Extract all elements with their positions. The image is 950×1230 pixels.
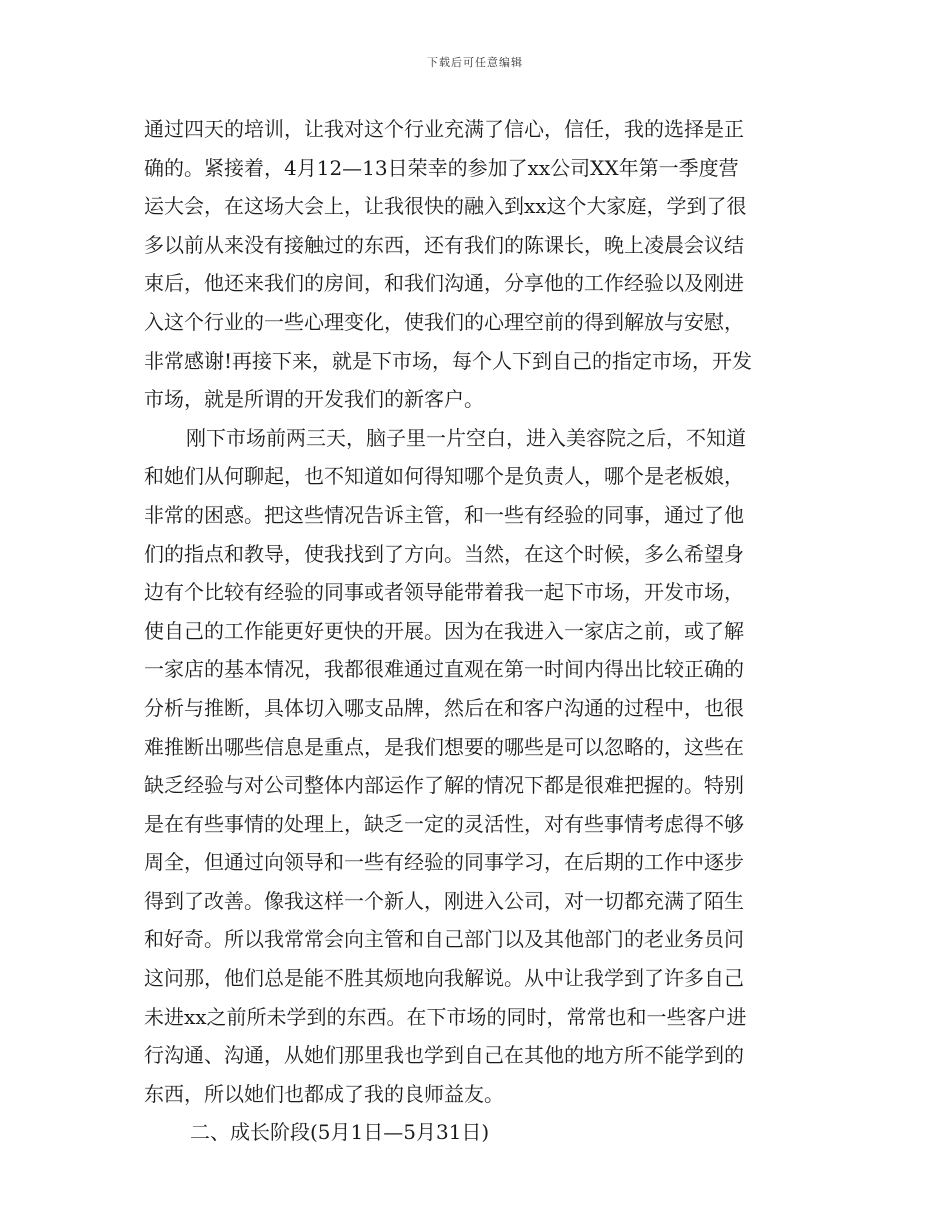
text-line: 入这个行业的一些心理变化，使我们的心理空前的得到解放与安慰， bbox=[144, 309, 744, 334]
text-line: 使自己的工作能更好更快的开展。因为在我进入一家店之前，或了解 bbox=[144, 618, 744, 643]
text-line: 分析与推断，具体切入哪支品牌，然后在和客户沟通的过程中，也很 bbox=[144, 695, 744, 720]
text-line: 非常的困惑。把这些情况告诉主管，和一些有经验的同事，通过了他 bbox=[144, 502, 744, 527]
text-line: 难推断出哪些信息是重点，是我们想要的哪些是可以忽略的，这些在 bbox=[144, 734, 744, 759]
text-line: 们的指点和教导，使我找到了方向。当然，在这个时候，多么希望身 bbox=[144, 541, 744, 566]
document-body bbox=[144, 110, 814, 1152]
text-line: 缺乏经验与对公司整体内部运作了解的情况下都是很难把握的。特别 bbox=[144, 773, 744, 798]
text-line: 是在有些事情的处理上，缺乏一定的灵活性，对有些事情考虑得不够 bbox=[144, 811, 744, 836]
text-line: 一家店的基本情况，我都很难通过直观在第一时间内得出比较正确的 bbox=[144, 657, 744, 682]
text-line: 这问那，他们总是能不胜其烦地向我解说。从中让我学到了许多自己 bbox=[144, 966, 744, 991]
text-line: 市场，就是所谓的开发我们的新客户。 bbox=[144, 387, 484, 412]
text-line: 束后，他还来我们的房间，和我们沟通，分享他的工作经验以及刚进 bbox=[144, 271, 744, 296]
paragraph-first-line: 刚下市场前两三天，脑子里一片空白，进入美容院之后，不知道 bbox=[186, 425, 746, 450]
text-line: 和好奇。所以我常常会向主管和自己部门以及其他部门的老业务员问 bbox=[144, 927, 744, 952]
text-line: 未进xx之前所未学到的东西。在下市场的同时，常常也和一些客户进 bbox=[144, 1004, 747, 1029]
text-line: 非常感谢!再接下来，就是下市场，每个人下到自己的指定市场，开发 bbox=[144, 348, 753, 373]
text-line: 和她们从何聊起，也不知道如何得知哪个是负责人，哪个是老板娘， bbox=[144, 464, 744, 489]
text-line: 边有个比较有经验的同事或者领导能带着我一起下市场，开发市场， bbox=[144, 580, 744, 605]
text-line: 周全，但通过向领导和一些有经验的同事学习，在后期的工作中逐步 bbox=[144, 850, 744, 875]
text-line: 多以前从来没有接触过的东西，还有我们的陈课长，晚上凌晨会议结 bbox=[144, 232, 744, 257]
text-line: 确的。紧接着，4月12—13日荣幸的参加了xx公司XX年第一季度营 bbox=[144, 155, 739, 180]
text-line: 东西，所以她们也都成了我的良师益友。 bbox=[144, 1081, 504, 1106]
text-line: 运大会，在这场大会上，让我很快的融入到xx这个大家庭，学到了很 bbox=[144, 194, 747, 219]
page-header: 下载后可任意编辑 bbox=[427, 56, 523, 69]
text-line: 得到了改善。像我这样一个新人，刚进入公司，对一切都充满了陌生 bbox=[144, 888, 744, 913]
text-line: 通过四天的培训，让我对这个行业充满了信心，信任，我的选择是正 bbox=[144, 117, 744, 141]
text-line: 行沟通、沟通，从她们那里我也学到自己在其他的地方所不能学到的 bbox=[144, 1043, 744, 1068]
section-heading: 二、成长阶段(5月1日—5月31日) bbox=[190, 1120, 490, 1145]
